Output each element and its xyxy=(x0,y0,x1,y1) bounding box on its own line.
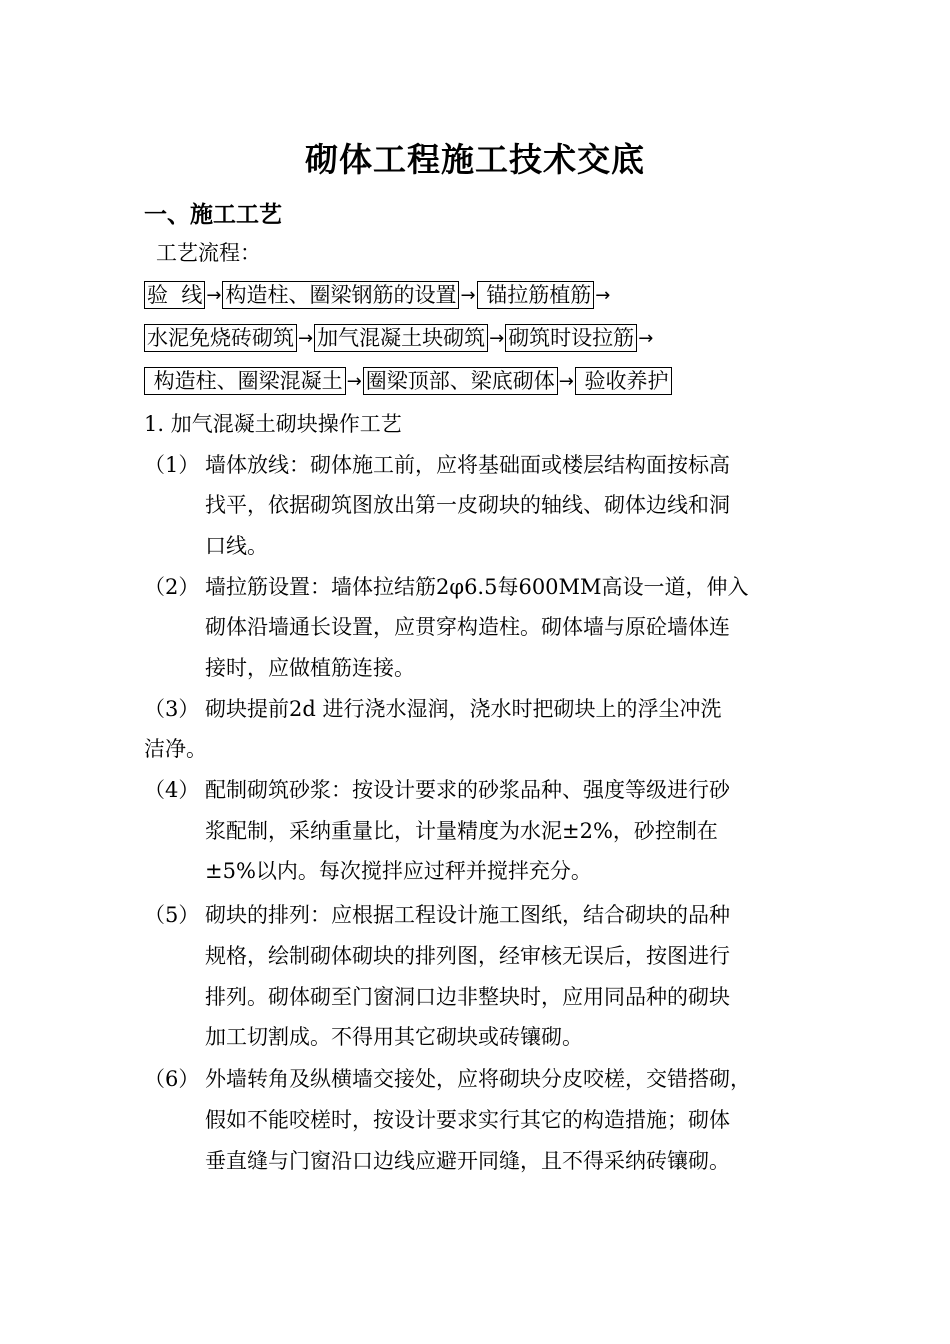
item-4-line-1: 配制砌筑砂浆：按设计要求的砂浆品种、强度等级进行砂 xyxy=(205,778,730,802)
flow-step-tie-bars: 砌筑时设拉筋 xyxy=(505,324,637,352)
item-2-line-2: 砌体沿墙通长设置，应贯穿构造柱。砌体墙与原砼墙体连 xyxy=(205,615,730,639)
arrow-icon: → xyxy=(206,284,222,306)
flow-step-anchor-rebar: 锚拉筋植筋 xyxy=(477,281,595,309)
arrow-icon: → xyxy=(460,284,476,306)
arrow-icon: → xyxy=(558,370,574,392)
item-5-label: （5） xyxy=(144,903,200,927)
flow-step-acceptance: 验收养护 xyxy=(575,367,672,395)
item-3-label: （3） xyxy=(144,697,200,721)
flow-step-aac-masonry: 加气混凝土块砌筑 xyxy=(314,324,488,352)
item-2-line-1: 墙拉筋设置：墙体拉结筋2φ6.5每600MM高设一道，伸入 xyxy=(205,575,749,599)
item-5-line-2: 规格，绘制砌体砌块的排列图，经审核无误后，按图进行 xyxy=(205,944,730,968)
item-1-label: （1） xyxy=(144,453,200,477)
flow-step-top-masonry: 圈梁顶部、梁底砌体 xyxy=(363,367,558,395)
item-3-line-2: 洁净。 xyxy=(144,737,207,761)
item-4-label: （4） xyxy=(144,778,200,802)
item-5-line-1: 砌块的排列：应根据工程设计施工图纸，结合砌块的品种 xyxy=(205,903,730,927)
item-2-label: （2） xyxy=(144,575,200,599)
arrow-icon: → xyxy=(346,370,362,392)
item-6-line-3: 垂直缝与门窗沿口边线应避开同缝，且不得采纳砖镶砌。 xyxy=(205,1149,730,1173)
item-1-line-1: 墙体放线：砌体施工前，应将基础面或楼层结构面按标高 xyxy=(205,453,730,477)
arrow-icon: → xyxy=(638,327,654,349)
flow-row-3 xyxy=(144,366,672,396)
item-5-line-4: 加工切割成。不得用其它砌块或砖镶砌。 xyxy=(205,1025,583,1049)
arrow-icon: → xyxy=(489,327,505,349)
item-4-line-2: 浆配制，采纳重量比，计量精度为水泥±2%，砂控制在 xyxy=(205,819,718,843)
flow-step-rebar-setup: 构造柱、圈梁钢筋的设置 xyxy=(222,281,459,309)
arrow-icon: → xyxy=(298,327,314,349)
flow-step-brick-masonry: 水泥免烧砖砌筑 xyxy=(144,324,297,352)
flow-step-column-concrete: 构造柱、圈梁混凝土 xyxy=(144,367,346,395)
arrow-icon: → xyxy=(595,284,611,306)
item-1-line-3: 口线。 xyxy=(205,534,268,558)
sub-heading: 1. 加气混凝土砌块操作工艺 xyxy=(144,412,402,436)
flow-row-1 xyxy=(144,280,611,310)
item-6-line-1: 外墙转角及纵横墙交接处，应将砌块分皮咬槎，交错搭砌， xyxy=(205,1067,751,1091)
item-6-label: （6） xyxy=(144,1067,200,1091)
document-title: 砌体工程施工技术交底 xyxy=(305,140,645,179)
section-heading: 一、施工工艺 xyxy=(144,202,282,228)
item-2-line-3: 接时，应做植筋连接。 xyxy=(205,656,415,680)
item-4-line-3: ±5%以内。每次搅拌应过秤并搅拌充分。 xyxy=(205,859,592,883)
item-6-line-2: 假如不能咬槎时，按设计要求实行其它的构造措施；砌体 xyxy=(205,1108,730,1132)
flow-label: 工艺流程： xyxy=(156,241,261,265)
flow-row-2 xyxy=(144,323,654,353)
flow-step-inspect-line: 验 线 xyxy=(144,281,205,309)
item-1-line-2: 找平，依据砌筑图放出第一皮砌块的轴线、砌体边线和洞 xyxy=(205,493,730,517)
item-3-line-1: 砌块提前2d 进行浇水湿润，浇水时把砌块上的浮尘冲洗 xyxy=(205,697,722,721)
item-5-line-3: 排列。砌体砌至门窗洞口边非整块时，应用同品种的砌块 xyxy=(205,985,730,1009)
